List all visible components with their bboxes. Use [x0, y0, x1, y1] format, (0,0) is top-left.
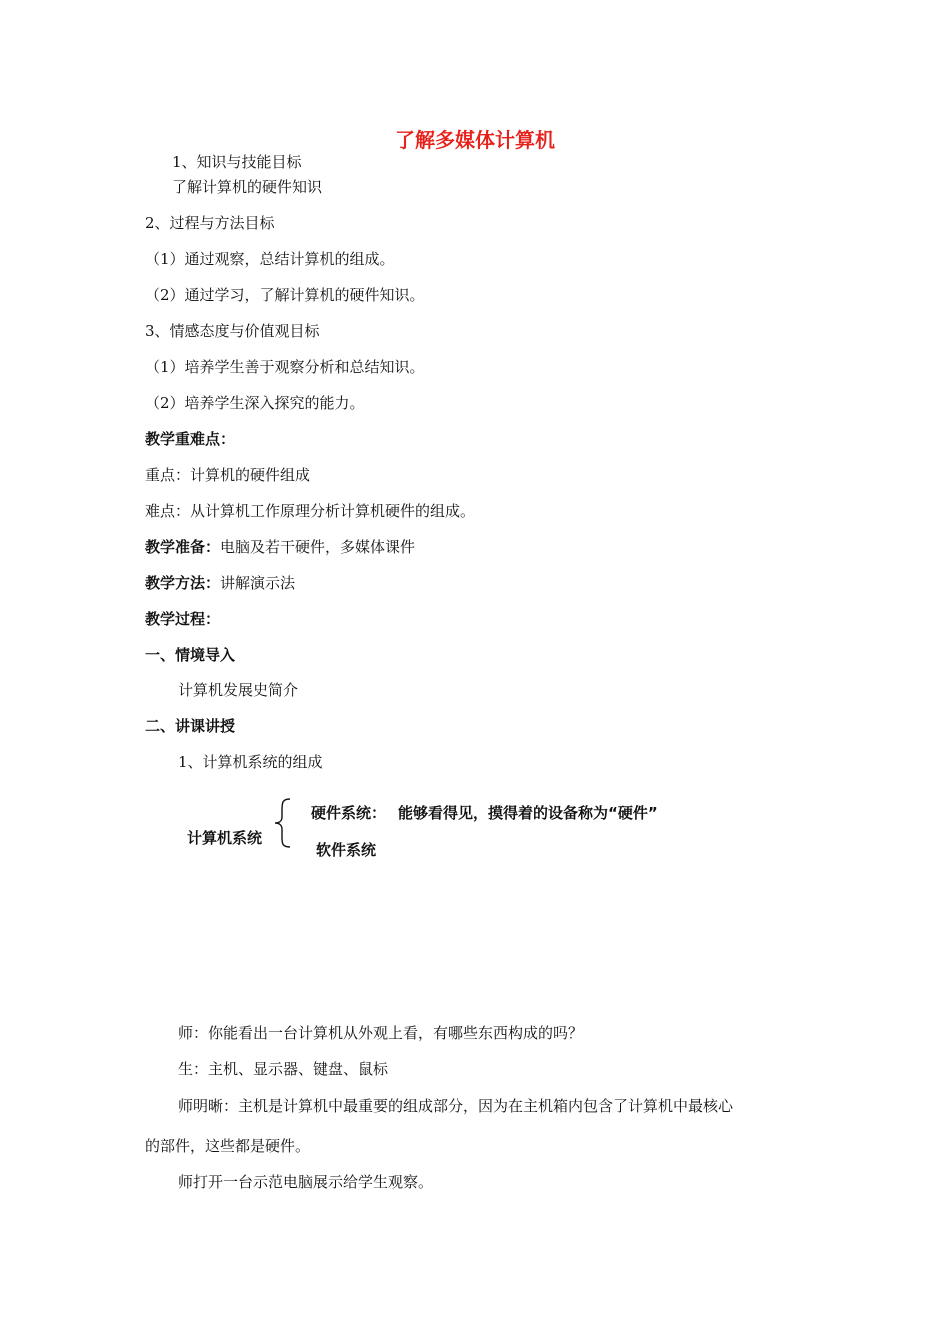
- section-1-text: 计算机发展史简介: [178, 681, 299, 699]
- diagram-software-label: 软件系统: [316, 841, 377, 859]
- method-value: 讲解演示法: [220, 574, 296, 592]
- section-2-heading: 二、讲课讲授: [145, 717, 236, 735]
- keypoints-difficulty: 难点：从计算机工作原理分析计算机硬件的组成。: [145, 502, 476, 520]
- objective-2-item-b: （2）通过学习，了解计算机的硬件知识。: [145, 286, 425, 304]
- teacher-demo: 师打开一台示范电脑展示给学生观察。: [178, 1173, 434, 1191]
- keypoints-focus: 重点：计算机的硬件组成: [145, 466, 311, 484]
- teacher-question: 师：你能看出一台计算机从外观上看，有哪些东西构成的吗？: [178, 1024, 584, 1042]
- diagram-hardware-label: 硬件系统：: [311, 804, 387, 822]
- objective-3-heading: 3、情感态度与价值观目标: [145, 322, 320, 340]
- section-1-heading: 一、情境导入: [145, 646, 236, 664]
- objective-1-detail: 了解计算机的硬件知识: [172, 178, 323, 196]
- objective-3-item-a: （1）培养学生善于观察分析和总结知识。: [145, 358, 425, 376]
- curly-brace-icon: [270, 797, 296, 849]
- page-title: 了解多媒体计算机: [395, 128, 555, 152]
- diagram-hardware-row: [311, 803, 658, 823]
- prep-value: 电脑及若干硬件，多媒体课件: [220, 538, 416, 556]
- teacher-explanation-line-2: 的部件，这些都是硬件。: [145, 1137, 311, 1155]
- diagram-hardware-desc: 能够看得见，摸得着的设备称为“硬件”: [398, 804, 658, 822]
- keypoints-heading: 教学重难点：: [145, 430, 236, 448]
- student-answer: 生：主机、显示器、键盘、鼠标: [178, 1060, 389, 1078]
- teacher-explanation-line-1: 师明晰：主机是计算机中最重要的组成部分，因为在主机箱内包含了计算机中最核心: [178, 1097, 734, 1115]
- process-heading: 教学过程：: [145, 610, 221, 628]
- prep-label: 教学准备：: [145, 538, 221, 556]
- diagram-root-label: 计算机系统: [187, 829, 263, 847]
- objective-2-item-a: （1）通过观察，总结计算机的组成。: [145, 250, 395, 268]
- method-row: [145, 573, 295, 593]
- objective-3-item-b: （2）培养学生深入探究的能力。: [145, 394, 365, 412]
- prep-row: [145, 537, 415, 557]
- section-2-item: 1、计算机系统的组成: [178, 753, 323, 771]
- objective-1-heading: 1、知识与技能目标: [172, 153, 302, 171]
- objective-2-heading: 2、过程与方法目标: [145, 214, 275, 232]
- method-label: 教学方法：: [145, 574, 221, 592]
